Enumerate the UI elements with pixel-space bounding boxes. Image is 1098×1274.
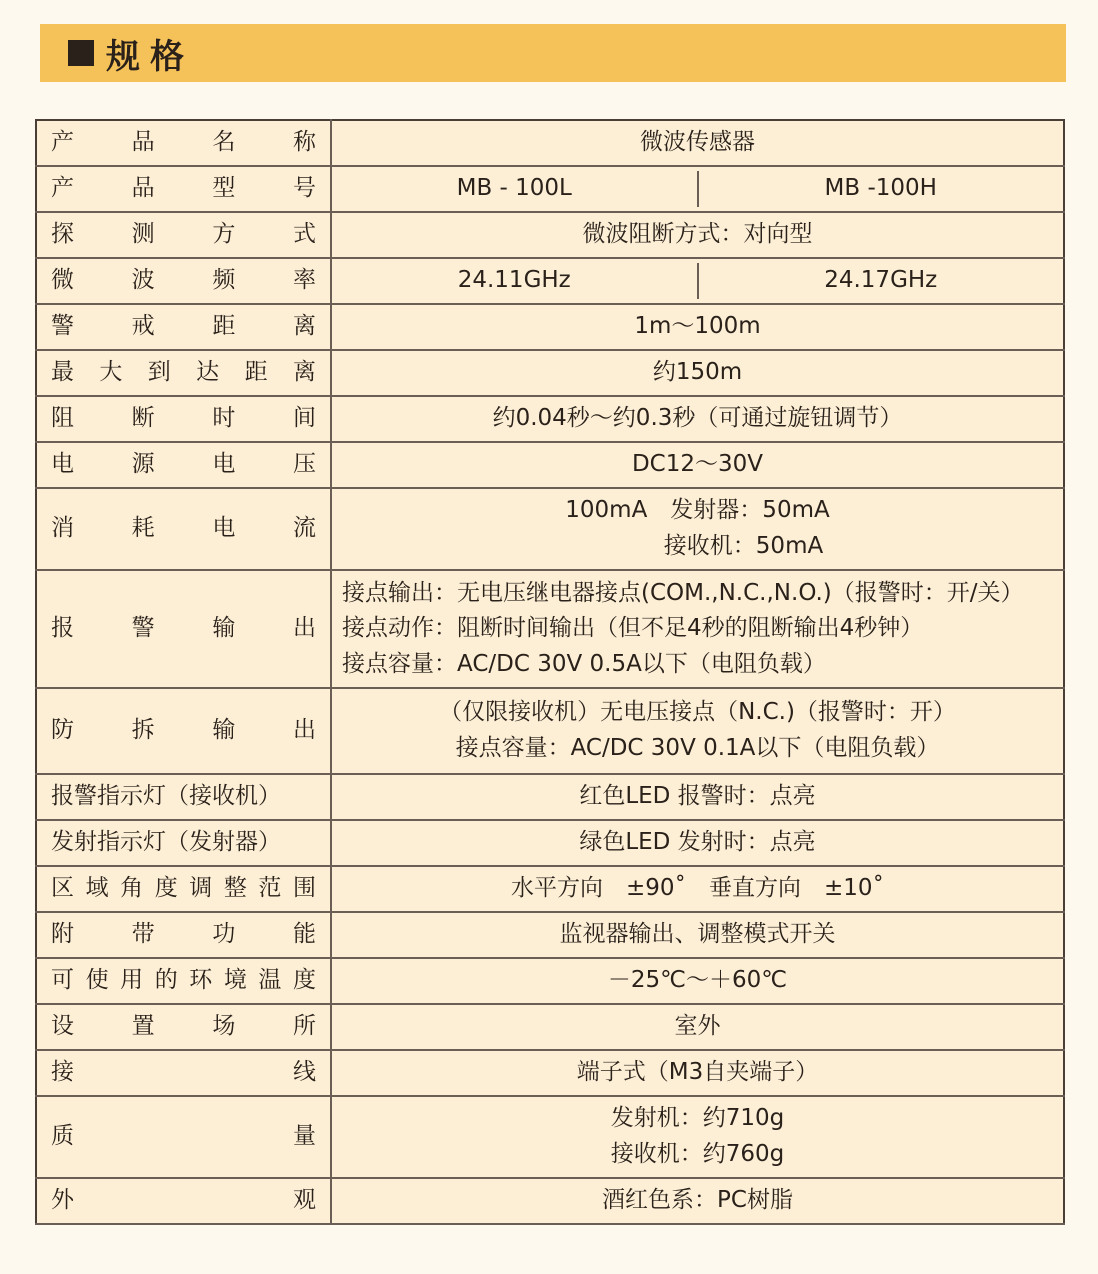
spec-row [36,958,1064,1004]
spec-label-char: 戒 [131,313,155,340]
spec-value-line: 微波阻断方式：对向型 [582,221,813,248]
spec-value-line: 约150m [652,359,743,386]
spec-value [331,1178,1064,1224]
spec-value-line: 100mA 发射器：50mA [565,497,830,524]
spec-label-char: 附 [51,921,74,948]
spec-label-char: 距 [212,313,236,340]
spec-value-left: 24.11GHz [332,263,698,299]
spec-label-char: 警 [51,313,74,340]
spec-label-char: 区 [51,875,74,902]
spec-label-char: 使 [85,967,109,994]
spec-row [36,774,1064,820]
spec-label-char: 称 [292,129,316,156]
spec-row [36,258,1064,304]
spec-label-char: 品 [131,175,155,202]
spec-label [36,912,331,958]
spec-label-char: 可 [51,967,74,994]
spec-label-char: 质 [51,1123,74,1150]
spec-row [36,820,1064,866]
spec-label [36,166,331,212]
spec-label-char: 阻 [51,405,74,432]
section-header [40,24,1066,82]
spec-label-char: 断 [131,405,155,432]
spec-label-char: 设 [51,1013,74,1040]
spec-label-char: 流 [292,515,316,542]
spec-label-char: 能 [292,921,316,948]
spec-label-char: 整 [223,875,247,902]
spec-label-char: 场 [212,1013,236,1040]
spec-row [36,1050,1064,1096]
spec-label-char: 大 [99,359,123,386]
spec-row [36,396,1064,442]
spec-row [36,570,1064,688]
spec-label-char: 线 [293,1059,316,1086]
spec-value [331,688,1064,774]
spec-label-char: 外 [51,1187,74,1214]
spec-label-char: 电 [212,515,236,542]
spec-label-char: 警 [131,615,155,642]
square-bullet-icon [68,40,94,66]
spec-value [331,488,1064,570]
spec-label-char: 最 [51,359,74,386]
spec-label [36,488,331,570]
spec-label-char: 温 [258,967,282,994]
spec-label-char: 接 [51,1059,74,1086]
spec-label-char: 的 [154,967,178,994]
spec-label [36,688,331,774]
spec-value-line: 接收机：50mA [571,533,824,559]
spec-value-line: －25℃～＋60℃ [607,967,788,994]
spec-value-left: MB - 100L [332,171,698,207]
spec-row [36,120,1064,166]
spec-label-char: 耗 [131,515,155,542]
spec-label-char: 防 [51,717,74,744]
spec-value-line: （仅限接收机）无电压接点（N.C.)（报警时：开） [439,699,956,726]
spec-value-line: 酒红色系：PC树脂 [602,1187,793,1214]
spec-label-char: 输 [212,615,236,642]
spec-label [36,866,331,912]
spec-row [36,912,1064,958]
spec-label-char: 电 [51,451,74,478]
spec-label-char: 离 [292,359,316,386]
spec-label-char: 出 [292,717,316,744]
spec-label-char: 围 [292,875,316,902]
spec-value [331,1096,1064,1178]
spec-label [36,120,331,166]
spec-label-char: 度 [292,967,316,994]
spec-label-char: 到 [147,359,171,386]
spec-label-char: 时 [212,405,236,432]
spec-label [36,304,331,350]
spec-label-char: 名 [212,129,236,156]
spec-label-char: 度 [154,875,178,902]
spec-value [331,774,1064,820]
spec-label-char: 波 [131,267,155,294]
spec-table [35,119,1065,1225]
spec-value-line: 绿色LED 发射时：点亮 [579,829,816,856]
spec-value [331,958,1064,1004]
spec-label-char: 微 [51,267,74,294]
spec-value [331,866,1064,912]
spec-label-char: 观 [293,1187,316,1214]
spec-label [36,1178,331,1224]
spec-value-line: 室外 [674,1013,721,1040]
spec-label-char: 探 [51,221,74,248]
spec-row [36,442,1064,488]
spec-label-char: 角 [120,875,144,902]
spec-label [36,1096,331,1178]
spec-label-char: 发射指示灯（发射器） [51,829,281,856]
spec-value [331,396,1064,442]
spec-label-char: 间 [292,405,316,432]
spec-label-char: 测 [131,221,155,248]
spec-row [36,688,1064,774]
spec-row [36,1096,1064,1178]
spec-label-char: 范 [258,875,282,902]
spec-row [36,1004,1064,1050]
spec-value [331,570,1064,688]
spec-row [36,212,1064,258]
spec-label [36,396,331,442]
spec-label-char: 调 [189,875,213,902]
spec-row [36,166,1064,212]
spec-label-char: 功 [212,921,236,948]
spec-value-line: 红色LED 报警时：点亮 [579,783,816,810]
spec-label-char: 方 [212,221,236,248]
spec-row [36,304,1064,350]
spec-label-char: 报警指示灯（接收机） [51,783,281,810]
spec-value [331,212,1064,258]
spec-label [36,1004,331,1050]
spec-label-char: 率 [292,267,316,294]
spec-label-char: 达 [196,359,220,386]
spec-value-line: 接收机：约760g [610,1141,785,1167]
spec-value [331,120,1064,166]
spec-label [36,350,331,396]
spec-value-line: 微波传感器 [640,129,755,156]
spec-label-char: 域 [85,875,109,902]
spec-label-char: 置 [131,1013,155,1040]
spec-label-char: 产 [51,175,74,202]
spec-value [331,442,1064,488]
spec-label-char: 源 [131,451,155,478]
spec-value [331,304,1064,350]
spec-value [331,912,1064,958]
spec-value [331,1050,1064,1096]
spec-value-line: 监视器输出、调整模式开关 [559,921,836,948]
spec-value [331,820,1064,866]
spec-label-char: 拆 [131,717,155,744]
spec-label [36,212,331,258]
spec-label-char: 用 [120,967,144,994]
spec-label-char: 所 [292,1013,316,1040]
spec-value [331,1004,1064,1050]
spec-row [36,1178,1064,1224]
spec-label [36,442,331,488]
spec-label-char: 离 [292,313,316,340]
spec-label-char: 出 [292,615,316,642]
spec-label-char: 品 [131,129,155,156]
spec-label-char: 消 [51,515,74,542]
spec-value-line: 1m～100m [634,313,761,340]
spec-value-line: 发射机：约710g [610,1105,785,1132]
spec-label-char: 式 [292,221,316,248]
spec-label-char: 带 [131,921,155,948]
spec-label [36,774,331,820]
spec-label-char: 压 [292,451,316,478]
spec-value-right: MB -100H [824,175,937,202]
spec-label-char: 号 [292,175,316,202]
spec-value-line: DC12～30V [631,451,764,478]
spec-label [36,1050,331,1096]
spec-label-char: 境 [223,967,247,994]
spec-label [36,258,331,304]
spec-label-char: 环 [189,967,213,994]
spec-label-char: 产 [51,129,74,156]
spec-label-char: 频 [212,267,236,294]
spec-value-line: 水平方向 ±90˚ 垂直方向 ±10˚ [510,875,885,902]
spec-label-char: 输 [212,717,236,744]
spec-label-char: 型 [212,175,236,202]
spec-row [36,488,1064,570]
spec-value-right: 24.17GHz [824,267,938,294]
spec-label-char: 量 [293,1123,316,1150]
spec-value-line: 接点动作：阻断时间输出（但不足4秒的阻断输出4秒钟） [342,615,924,642]
spec-value-line: 接点容量：AC/DC 30V 0.5A以下（电阻负载） [342,650,826,677]
spec-value-line: 接点输出：无电压继电器接点(COM.,N.C.,N.O.)（报警时：开/关） [342,579,1024,606]
spec-label [36,570,331,688]
section-title: 规格 [106,36,194,77]
spec-value [331,350,1064,396]
spec-value-line: 接点容量：AC/DC 30V 0.1A以下（电阻负载） [455,735,940,761]
spec-label [36,958,331,1004]
spec-label-char: 电 [212,451,236,478]
spec-label-char: 距 [244,359,268,386]
spec-row [36,866,1064,912]
spec-value-line: 端子式（M3自夹端子） [576,1059,819,1086]
spec-label-char: 报 [51,615,74,642]
spec-label [36,820,331,866]
spec-value-line: 约0.04秒～约0.3秒（可通过旋钮调节） [492,405,903,432]
spec-row [36,350,1064,396]
